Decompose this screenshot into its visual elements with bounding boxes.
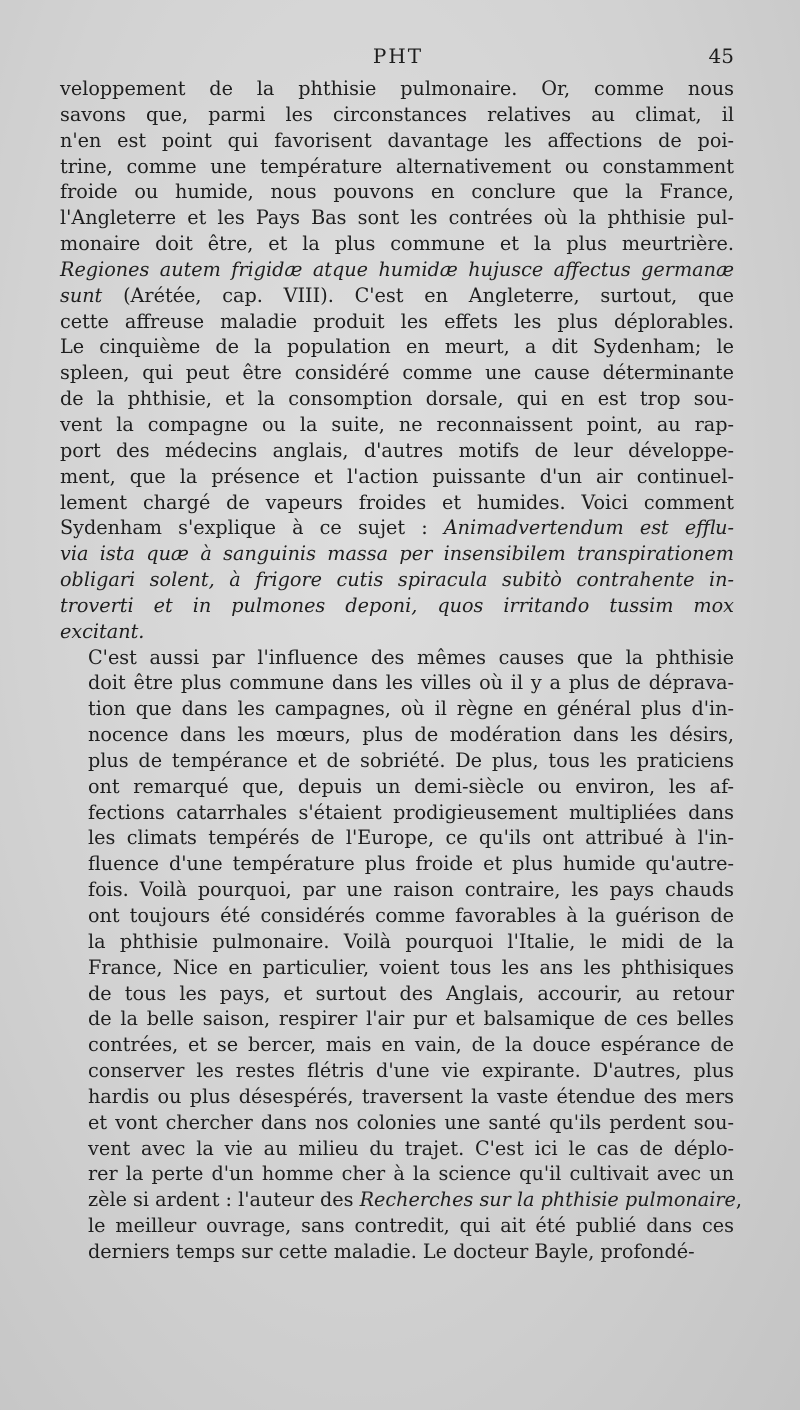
text-run: , xyxy=(735,1188,742,1212)
text-line xyxy=(60,981,734,1007)
text-run: et vont chercher dans nos colonies une santé qu'ils perdent sou- xyxy=(88,1110,734,1134)
paragraph xyxy=(60,645,742,1265)
text-line xyxy=(60,334,734,360)
text-line xyxy=(60,438,734,464)
text-line xyxy=(60,154,734,180)
italic-run: Animadvertendum est efflu- xyxy=(443,516,735,540)
text-line xyxy=(60,1239,734,1265)
text-run: plus de tempérance et de sobriété. De plus, tous les praticiens xyxy=(88,748,734,772)
text-run: hardis ou plus désespérés, traversent la vaste étendue des mers xyxy=(88,1084,734,1108)
text-line xyxy=(60,748,734,774)
text-run: C'est aussi par l'influence des mêmes causes que la phthisie xyxy=(88,645,734,669)
text-run: n'en est point qui favorisent davantage les affections de poi- xyxy=(60,128,734,152)
text-line xyxy=(60,567,734,593)
text-run: rer la perte d'un homme cher à la science qu'il cultivait avec un xyxy=(88,1162,734,1186)
text-run: veloppement de la phthisie pulmonaire. Or, comme nous xyxy=(60,77,734,100)
text-run: spleen, qui peut être considéré comme une cause déterminante xyxy=(60,361,734,385)
text-run: port des médecins anglais, d'autres motifs de leur développe- xyxy=(60,438,734,462)
text-line xyxy=(60,1084,734,1110)
text-line xyxy=(60,955,734,981)
text-line xyxy=(60,774,734,800)
text-line xyxy=(60,696,734,722)
text-line xyxy=(60,360,734,386)
text-run: savons que, parmi les circonstances relatives au climat, il xyxy=(60,102,734,126)
body-text xyxy=(60,76,742,1265)
text-run: contrées, et se bercer, mais en vain, de la douce espérance de xyxy=(88,1033,734,1057)
text-run: Le cinquième de la population en meurt, a dit Sydenham; le xyxy=(60,335,734,359)
italic-run: sunt xyxy=(60,283,103,307)
italic-run: excitant. xyxy=(60,619,145,643)
text-line xyxy=(60,1006,734,1032)
text-run: la phthisie pulmonaire. Voilà pourquoi l'Italie, le midi de la xyxy=(88,929,734,953)
text-run: trine, comme une température alternativement ou constamment xyxy=(60,154,734,178)
text-line xyxy=(60,877,734,903)
text-line xyxy=(60,825,734,851)
text-line xyxy=(60,128,734,154)
text-line xyxy=(60,722,734,748)
text-run: les climats tempérés de l'Europe, ce qu'ils ont attribué à l'in- xyxy=(88,826,734,850)
text-run: ont remarqué que, depuis un demi-siècle ou environ, les af- xyxy=(88,774,734,798)
text-run: ment, que la présence et l'action puissante d'un air continuel- xyxy=(60,464,734,488)
paragraph xyxy=(60,76,734,645)
text-run: derniers temps sur cette maladie. Le docteur Bayle, profondé- xyxy=(88,1239,695,1263)
italic-run: Recherches sur la phthisie pulmonaire xyxy=(359,1188,736,1212)
text-line xyxy=(60,283,734,309)
text-line xyxy=(60,1187,742,1213)
text-line xyxy=(60,645,734,671)
text-run: zèle si ardent : l'auteur des xyxy=(88,1188,360,1212)
text-line xyxy=(60,231,734,257)
text-line xyxy=(60,515,734,541)
text-line xyxy=(60,205,734,231)
text-run: lement chargé de vapeurs froides et humides. Voici comment xyxy=(60,490,734,514)
text-run: doit être plus commune dans les villes où il y a plus de déprava- xyxy=(88,671,734,695)
text-line xyxy=(60,1110,734,1136)
text-line xyxy=(60,1032,734,1058)
text-run: l'Angleterre et les Pays Bas sont les contrées où la phthisie pul- xyxy=(60,206,734,230)
italic-run: obligari solent, à frigore cutis spiracula subitò contrahente in- xyxy=(60,568,734,592)
text-run: conserver les restes flétris d'une vie expirante. D'autres, plus xyxy=(88,1059,734,1083)
text-run: nocence dans les mœurs, plus de modération dans les désirs, xyxy=(88,723,734,747)
text-line xyxy=(60,593,734,619)
text-line xyxy=(60,800,734,826)
italic-run: Regiones autem frigidæ atque humidæ hujusce affectus germanæ xyxy=(60,257,734,281)
text-run: de la belle saison, respirer l'air pur et balsamique de ces belles xyxy=(88,1007,734,1031)
text-run: France, Nice en particulier, voient tous les ans les phthisiques xyxy=(88,955,734,979)
text-run: de tous les pays, et surtout des Anglais, accourir, au retour xyxy=(88,981,734,1005)
text-line xyxy=(60,619,734,645)
text-line xyxy=(60,851,734,877)
text-line xyxy=(60,386,734,412)
text-line xyxy=(60,102,734,128)
text-line xyxy=(60,257,734,283)
text-line xyxy=(60,903,734,929)
running-head xyxy=(62,44,734,72)
text-line xyxy=(60,464,734,490)
text-run: fluence d'une température plus froide et plus humide qu'autre- xyxy=(88,852,734,876)
text-line xyxy=(60,1213,734,1239)
text-run: le meilleur ouvrage, sans contredit, qui ait été publié dans ces xyxy=(88,1214,734,1238)
text-line xyxy=(60,1136,734,1162)
text-line xyxy=(60,412,734,438)
text-run: de la phthisie, et la consomption dorsale, qui en est trop sou- xyxy=(60,387,734,411)
text-run: cette affreuse maladie produit les effets les plus déplorables. xyxy=(60,309,734,333)
text-run: froide ou humide, nous pouvons en conclure que la France, xyxy=(60,180,734,204)
text-line xyxy=(60,76,734,102)
text-run: ont toujours été considérés comme favorables à la guérison de xyxy=(88,904,734,927)
text-run: vent la compagne ou la suite, ne reconnaissent point, au rap- xyxy=(60,412,734,436)
text-run: fections catarrhales s'étaient prodigieusement multipliées dans xyxy=(88,800,734,824)
text-line xyxy=(60,179,734,205)
italic-run: troverti et in pulmones deponi, quos irritando tussim mox xyxy=(60,593,734,617)
text-line xyxy=(60,541,734,567)
running-title: PHT xyxy=(372,44,424,68)
page-number: 45 xyxy=(708,44,734,68)
text-line xyxy=(60,670,734,696)
text-line xyxy=(60,929,734,955)
text-run: tion que dans les campagnes, où il règne en général plus d'in- xyxy=(88,697,734,721)
text-run: Sydenham s'explique à ce sujet : xyxy=(60,516,444,540)
text-line xyxy=(60,1058,734,1084)
text-run: fois. Voilà pourquoi, par une raison contraire, les pays chauds xyxy=(88,878,734,902)
text-line xyxy=(60,309,734,335)
text-line xyxy=(60,490,734,516)
text-run: monaire doit être, et la plus commune et la plus meurtrière. xyxy=(60,232,734,256)
text-line xyxy=(60,1161,734,1187)
text-run: vent avec la vie au milieu du trajet. C'est ici le cas de déplo- xyxy=(88,1136,734,1160)
text-run: (Arétée, cap. VIII). C'est en Angleterre, surtout, que xyxy=(102,283,734,307)
italic-run: via ista quæ à sanguinis massa per insensibilem transpirationem xyxy=(60,542,734,566)
